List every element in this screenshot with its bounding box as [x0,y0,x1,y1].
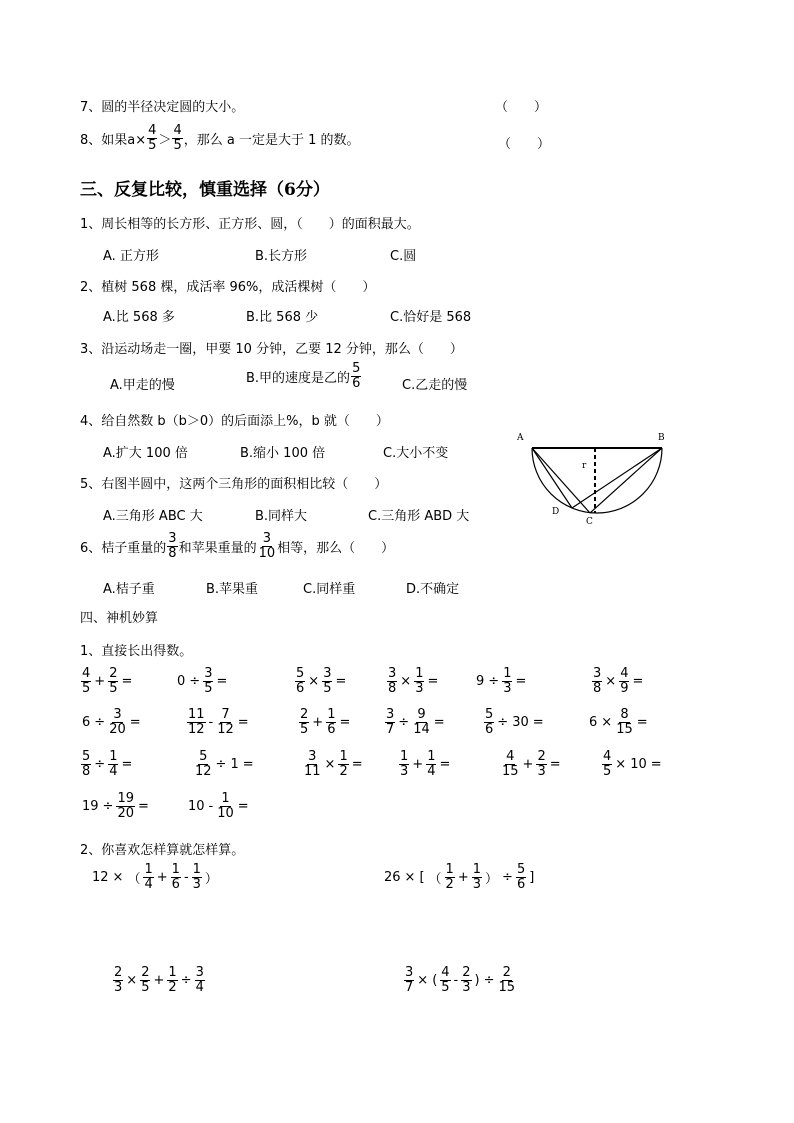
s3-q4-option-c[interactable]: C.大小不变 [383,446,449,461]
label-a: A [517,433,524,443]
fraction: $\frac{3}{5}$ [323,666,332,696]
section3-title: 三、反复比较，慎重选择（6分） [80,180,330,200]
expression-token: ÷ [398,715,410,730]
s3-q6-option-c[interactable]: C.同样重 [303,582,356,597]
expression-token: = [433,715,445,730]
expression-token: ÷ [102,799,114,814]
expression-token: = [237,799,249,814]
expression-token: - [208,715,214,730]
expression-token: = [129,715,141,730]
s3-q1-option-b[interactable]: B.长方形 [255,249,308,264]
s3-q5-text: 5、右图半圆中，这两个三角形的面积相比较（ ） [80,477,388,492]
expression-token: = [335,674,347,689]
fraction: $\frac{3}{4}$ [195,965,204,995]
expression-13 [80,750,134,779]
semicircle-arc [532,448,662,513]
label-d: D [552,507,560,517]
s3-q6-option-b[interactable]: B.苹果重 [206,582,259,597]
fraction: $\frac{3}{20}$ [109,707,126,737]
expression-token: - [453,973,459,988]
expression-token: = [549,757,561,772]
section4-title: 四、神机妙算 [80,611,159,626]
expression-token: = [339,715,351,730]
s3-q3-fraction: $\frac{5}{6}$ [352,361,361,391]
expression-token: ÷ [189,674,201,689]
fraction: $\frac{4}{15}$ [502,749,519,779]
expression-token: + [412,757,424,772]
label-c: C [586,517,593,527]
fraction: $\frac{1}{6}$ [327,707,336,737]
s3-q3-option-b[interactable]: B.甲的速度是乙的 $\frac{5}{6}$ [246,361,361,391]
expression-token: ） [485,872,499,887]
q8-post: ，那么 a 一定是大于 1 的数。 [183,133,360,148]
expression-11 [483,708,546,737]
fraction: $\frac{1}{4}$ [144,862,153,892]
expression-19 [80,792,151,821]
expression-token: 12 [92,870,109,885]
fraction: $\frac{4}{5}$ [441,965,450,995]
expression-7 [80,708,143,737]
expression-21 [90,863,220,892]
expression-token: ( [432,973,438,988]
fraction: $\frac{1}{3}$ [192,862,201,892]
fraction: $\frac{1}{3}$ [400,749,409,779]
line-bc [590,448,662,513]
expression-token: = [138,799,149,814]
expression-token: = [632,674,644,689]
expression-token: ÷ [502,870,513,885]
expression-1 [80,667,134,696]
fraction: $\frac{3}{5}$ [204,666,213,696]
line-ad [532,448,572,508]
expression-token: = [515,674,527,689]
expression-token: （ [127,872,141,887]
q7-text: 7、圆的半径决定圆的大小。 [80,100,245,115]
expression-token: ÷ [94,757,106,772]
s3-q3-text: 3、沿运动场走一圈，甲要 10 分钟，乙要 12 分钟，那么（ ） [80,342,463,357]
fraction: $\frac{5}{6}$ [296,666,305,696]
expression-token: 0 [177,674,186,689]
expression-token: = [427,674,439,689]
expression-20 [186,792,251,821]
s3-q5-option-c[interactable]: C.三角形 ABD 大 [368,509,470,524]
expression-token: - [183,870,189,885]
expression-token: + [457,870,469,885]
expression-token: × [400,674,412,689]
expression-token: × [324,757,336,772]
fraction: $\frac{19}{20}$ [117,791,134,821]
expression-14 [193,750,256,779]
expression-3 [294,667,348,696]
label-b: B [658,433,665,443]
semicircle-figure [512,428,672,528]
q8-pre: 8、如果a× [80,133,147,148]
expression-token: × [601,715,613,730]
s3-q5-option-a[interactable]: A.三角形 ABC 大 [103,509,203,524]
fraction: $\frac{4}{5}$ [603,749,612,779]
fraction: $\frac{2}{3}$ [537,749,546,779]
s3-q1-option-c[interactable]: C.圆 [390,249,417,264]
fraction: $\frac{1}{2}$ [339,749,348,779]
q8-gt: ＞ [158,133,172,148]
fraction: $\frac{4}{5}$ [82,666,91,696]
fraction: $\frac{2}{5}$ [300,707,309,737]
fraction: $\frac{3}{11}$ [304,749,321,779]
expression-23 [112,966,206,995]
fraction: $\frac{11}{12}$ [188,707,205,737]
expression-token: + [153,973,165,988]
expression-12 [587,708,650,737]
expression-16 [398,750,452,779]
expression-token: × [112,870,124,885]
s4-sub1: 1、直接长出得数。 [80,644,193,659]
expression-token: 10 [630,757,647,772]
fraction: $\frac{2}{3}$ [462,965,471,995]
s3-q4-text: 4、给自然数 b（b＞0）的后面添上%，b 就（ ） [80,414,389,429]
expression-token: ÷ [180,973,192,988]
expression-token: + [312,715,324,730]
expression-token: 30 [512,715,529,730]
expression-17 [500,750,563,779]
expression-2 [175,667,229,696]
expression-token: = [216,674,228,689]
s3-q2-option-b[interactable]: B.比 568 少 [246,310,319,325]
fraction: $\frac{1}{2}$ [445,862,454,892]
expression-5 [474,667,528,696]
s3-q6-option-a[interactable]: A.桔子重 [103,582,155,597]
s3-q5-option-b[interactable]: B.同样大 [255,509,308,524]
expression-token: = [351,757,363,772]
expression-token: + [522,757,534,772]
expression-token: = [439,757,451,772]
expression-token: ÷ [488,674,500,689]
fraction: $\frac{3}{7}$ [386,707,395,737]
expression-token: × [126,973,138,988]
q8-fraction-2: $\frac{4}{5}$ [173,123,182,153]
fraction: $\frac{1}{2}$ [168,965,177,995]
fraction: $\frac{1}{3}$ [415,666,424,696]
expression-token: [ [419,870,425,885]
fraction: $\frac{3}{7}$ [405,965,414,995]
expression-token: 9 [476,674,485,689]
line-bd [572,448,662,508]
s3-q3-option-c[interactable]: C.乙走的慢 [402,378,468,393]
fraction: $\frac{7}{12}$ [217,707,234,737]
expression-token: 6 [82,715,91,730]
expression-token: = [532,715,544,730]
s3-q6-fraction-1: $\frac{3}{8}$ [168,531,177,561]
s3-q4-option-a[interactable]: A.扩大 100 倍 [103,446,188,461]
expression-token: + [156,870,168,885]
expression-10 [384,708,447,737]
expression-token: ] [529,870,535,885]
expression-token: ÷ [497,715,509,730]
s3-q6-line: 6、桔子重量的 $\frac{3}{8}$ 和苹果重量的 $\frac{3}{10}$ 相等，那么（ ） [80,531,395,561]
fraction: $\frac{1}{4}$ [109,749,118,779]
expression-18 [601,750,664,779]
fraction: $\frac{2}{5}$ [141,965,150,995]
expression-4 [386,667,440,696]
label-r: r [582,461,587,471]
s3-q6-option-d[interactable]: D.不确定 [406,582,460,597]
fraction: $\frac{1}{4}$ [427,749,436,779]
expression-token: × [605,674,617,689]
expression-token: 19 [82,799,99,814]
expression-token: 1 [230,757,239,772]
s3-q1-option-a[interactable]: A. 正方形 [103,249,159,264]
fraction: $\frac{5}{6}$ [485,707,494,737]
expression-token: + [94,674,106,689]
expression-6 [591,667,645,696]
expression-token: ÷ [215,757,227,772]
expression-token: × [615,757,627,772]
fraction: $\frac{8}{15}$ [616,707,633,737]
expression-token: ÷ [483,973,495,988]
expression-token: - [208,799,214,814]
fraction: $\frac{4}{9}$ [620,666,629,696]
q8-answer-paren[interactable]: （ ） [498,137,551,152]
expression-token: × [308,674,320,689]
expression-token: ） [204,872,218,887]
fraction: $\frac{2}{15}$ [498,965,516,995]
s4-sub2: 2、你喜欢怎样算就怎样算。 [80,843,245,858]
s3-q4-option-b[interactable]: B.缩小 100 倍 [240,446,326,461]
expression-9 [298,708,352,737]
q8-fraction-1: $\frac{4}{5}$ [148,123,157,153]
q7-answer-paren[interactable]: （ ） [495,100,548,115]
expression-token: 26 [384,870,401,885]
expression-token: × [417,973,429,988]
expression-15 [302,750,365,779]
fraction: $\frac{5}{8}$ [82,749,91,779]
fraction: $\frac{1}{6}$ [171,862,180,892]
expression-token: = [636,715,648,730]
fraction: $\frac{3}{8}$ [388,666,397,696]
expression-8 [186,708,251,737]
expression-token: ÷ [94,715,106,730]
expression-token: ) [474,973,480,988]
s3-q6-fraction-2: $\frac{3}{10}$ [258,531,276,561]
expression-token: = [121,674,133,689]
s3-q3-option-a[interactable]: A.甲走的慢 [110,378,175,393]
expression-token: （ [428,872,442,887]
fraction: $\frac{9}{14}$ [413,707,430,737]
expression-token: = [121,757,133,772]
q8-line [80,124,360,153]
fraction: $\frac{1}{3}$ [503,666,512,696]
fraction: $\frac{2}{5}$ [109,666,118,696]
expression-24 [403,966,517,995]
fraction: $\frac{1}{3}$ [472,862,482,892]
expression-token: = [237,715,249,730]
s3-q2-option-a[interactable]: A.比 568 多 [103,310,175,325]
expression-token: 10 [188,799,205,814]
expression-token: = [650,757,662,772]
s3-q1-text: 1、周长相等的长方形、正方形、圆，（ ）的面积最大。 [80,217,420,232]
fraction: $\frac{5}{12}$ [195,749,212,779]
fraction: $\frac{2}{3}$ [114,965,123,995]
s3-q2-option-c[interactable]: C.恰好是 568 [390,310,472,325]
expression-token: × [404,870,416,885]
expression-token: 6 [589,715,598,730]
expression-22 [382,863,536,892]
s3-q2-text: 2、植树 568 棵，成活率 96%，成活棵树（ ） [80,280,376,295]
fraction: $\frac{5}{6}$ [516,862,526,892]
fraction: $\frac{1}{10}$ [217,791,234,821]
fraction: $\frac{3}{8}$ [593,666,602,696]
expression-token: = [242,757,254,772]
